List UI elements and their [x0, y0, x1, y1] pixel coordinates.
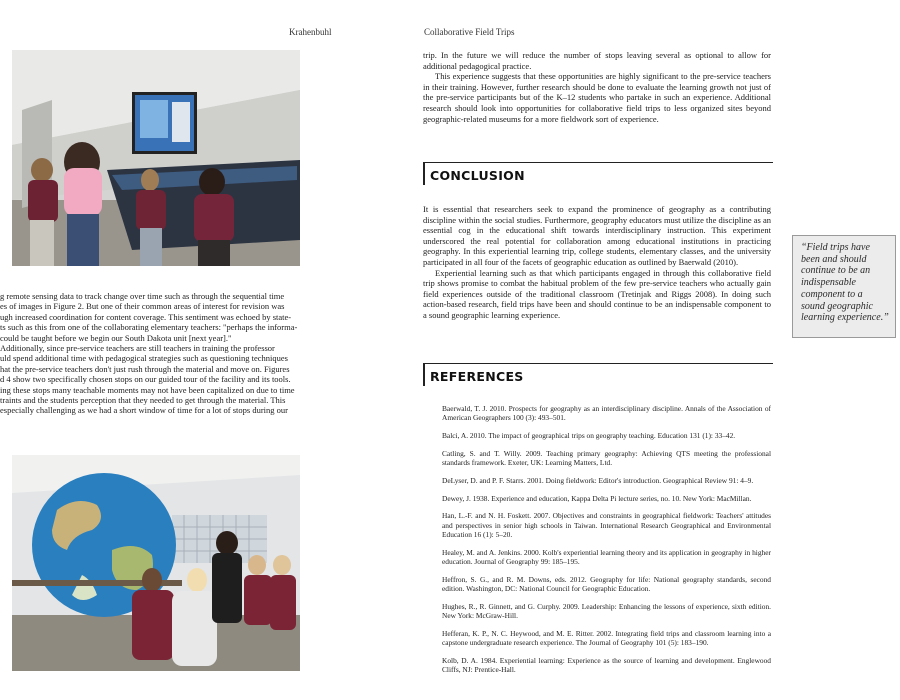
running-head-right: Collaborative Field Trips: [424, 27, 515, 37]
photo-students-at-display: [12, 50, 300, 266]
left-line: traints and the students perception that they needed to get through the material. This: [0, 395, 286, 406]
reference-item: DeLyser, D. and P. F. Starrs. 2001. Doing fieldwork: Editor's introduction. Geographical Review 91: 4–9.: [442, 475, 754, 485]
conclusion-heading-text: CONCLUSION: [430, 168, 525, 183]
photo-students-at-display-illustration: [12, 50, 300, 266]
conclusion-heading: [423, 162, 773, 185]
references-list: [442, 404, 771, 683]
photo-students-at-globe: [12, 455, 300, 671]
left-line: d 4 show two specifically chosen stops on our guided tour of the facility and its tools.: [0, 374, 291, 385]
left-line: could be taught before we begin our South Dakota unit [next year].": [0, 332, 232, 343]
intro-paragraph: This experience suggests that these opportunities are highly significant to the pre-service teachers in their training. However, further research should be done to evaluate the learning growth not just of the pre-service participants but of the K–12 students who partake in such an experience. Additional research should look into opportunities for collaborative field trips to less organized sites beyond geographic-related museums for a more fieldwork sort of experience.: [423, 71, 771, 124]
reference-item: Heffron, S. G., and R. M. Downs, eds. 2012. Geography for life: National geography standards, second edition. Washington, DC: National Council for Geographic Education.: [442, 574, 771, 593]
left-line: es of images in Figure 2. But one of their common areas of interest for revision was: [0, 301, 285, 312]
reference-item: Catling, S. and T. Willy. 2009. Teaching primary geography: Achieving QTS meeting the professional standards framework. Exeter, UK: Learning Matters, Ltd.: [442, 448, 771, 467]
reference-item: Healey, M. and A. Jenkins. 2000. Kolb's experiential learning theory and its application in geography in higher education. Journal of Geography 99: 185–195.: [442, 547, 771, 566]
references-heading-text: REFERENCES: [430, 369, 524, 384]
left-line: ing these stops many teachable moments may not have been capitalized on due to time: [0, 384, 295, 395]
intro-text: [423, 50, 771, 124]
reference-item: Hefferan, K. P., N. C. Heywood, and M. E. Ritter. 2002. Integrating field trips and classroom learning into a capstone undergraduate research experience. The Journal of Geography 101 (5): 183–190.: [442, 628, 771, 647]
reference-item: Hughes, R., R. Ginnett, and G. Curphy. 2009. Leadership: Enhancing the lessons of experience, sixth edition. New York: McGraw-Hill.: [442, 601, 771, 620]
reference-item: Baerwald, T. J. 2010. Prospects for geography as an interdisciplinary discipline. Annals of the Association of American Geographers 100 (3): 493–501.: [442, 404, 771, 423]
left-line: Additionally, since pre-service teachers are still teachers in training the professor: [0, 343, 275, 354]
pull-quote: “Field trips have been and should continue to be an indispensable component to a sound geographic learning experience.”: [792, 235, 896, 338]
left-line: hat the pre-service teachers don't just rush through the material and move on. Figures: [0, 363, 290, 374]
left-line: g remote sensing data to track change over time such as through the sequential time: [0, 291, 285, 301]
left-line: ts such as this from one of the collaborating elementary teachers: "perhaps the informa-: [0, 322, 298, 333]
left-column-text: [0, 291, 333, 416]
running-head-left: Krahenbuhl: [289, 27, 332, 37]
reference-item: Balci, A. 2010. The impact of geographical trips on geography teaching. Education 131 (1): 33–42.: [442, 431, 736, 440]
reference-item: Kolb, D. A. 1984. Experiential learning: Experience as the source of learning and development. Englewood Cliffs, NJ: Prentice-Hall.: [442, 655, 771, 674]
conclusion-paragraph: It is essential that researchers seek to expand the prominence of geography as a contributing discipline within the social studies. Furthermore, geography educators must utilize the discipline as an essential cog in the educational shift towards interdisciplinary instruction. This experiment underscored the real potential for collaboration among educational institutions in practicing geography. In this experiential learning trip, college students, elementary classes, and the university participated in all four of the facets of geographic education as outlined by Baerwald (2010).: [423, 204, 771, 267]
conclusion-paragraph: Experiential learning such as that which participants engaged in through this collaborative field trip shows promise to combat the habitual problem of the few pre-service teachers who actually gain field experiences outside of the traditional classroom (Tretinjak and Riggs 2008). In doing such action-based research, field trips have been and should continue to be an indispensable component to a sound geographic learning experience.: [423, 267, 771, 320]
left-line: ugh increased coordination for content coverage. This sentiment was echoed by state-: [0, 311, 292, 322]
conclusion-text: [423, 204, 771, 321]
left-line: uld spend additional time with pedagogical strategies such as questioning techniques: [0, 353, 288, 364]
left-line: especially challenging as we had a short window of time for a lot of stops during our: [0, 405, 288, 416]
references-heading: [423, 363, 773, 386]
photo-students-at-globe-illustration: [12, 455, 300, 671]
intro-paragraph: trip. In the future we will reduce the number of stops leaving several as optional to allow for additional pedagogical practice.: [423, 50, 771, 71]
reference-item: Dewey, J. 1938. Experience and education, Kappa Delta Pi lecture series, no. 10. New York: MacMillan.: [442, 493, 752, 503]
reference-item: Han, L.-F. and N. H. Foskett. 2007. Objectives and constraints in geographical fieldwork: Teachers' attitudes and perspectives in senior high schools in Taiwan. International Research Geographical and Environmental Education 16 (1): 5–20.: [442, 511, 771, 539]
